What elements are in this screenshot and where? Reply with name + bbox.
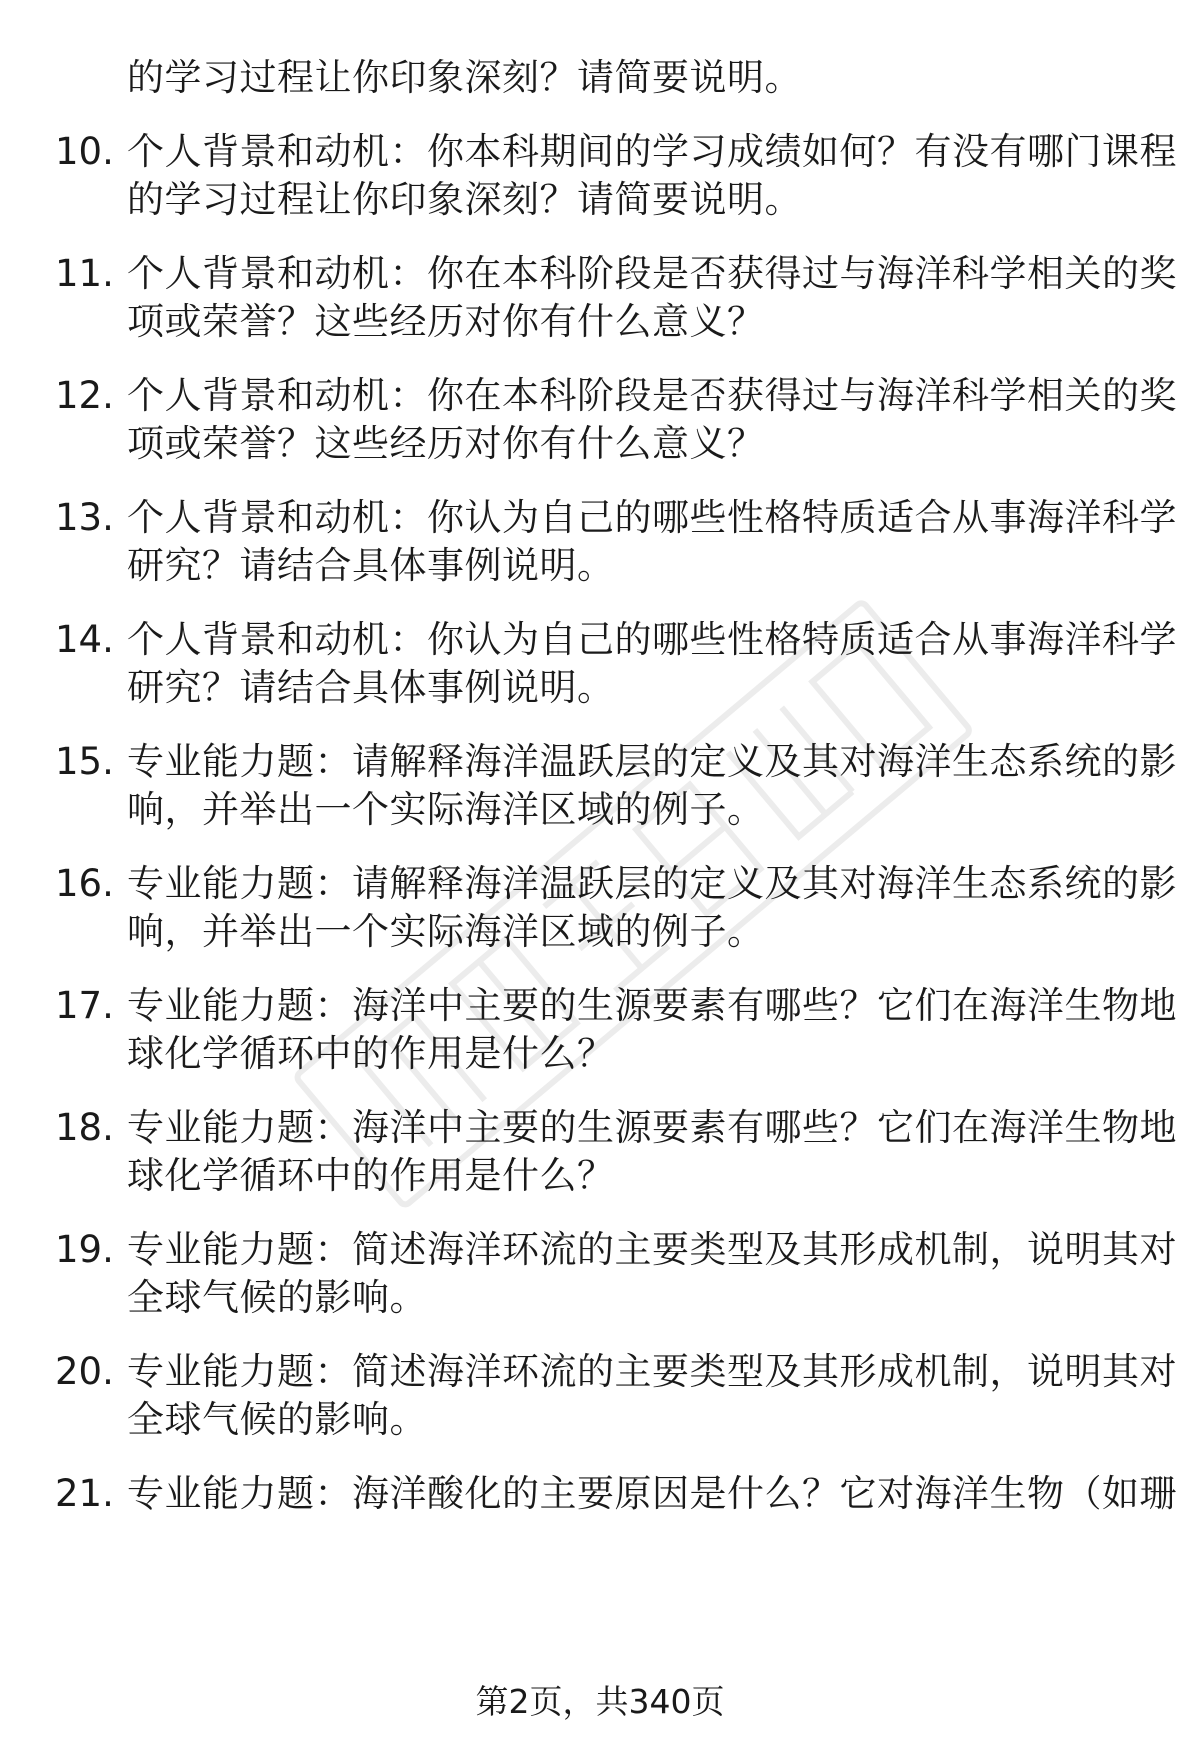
item-text-line2: 响，并举出一个实际海洋区域的例子。 <box>127 788 765 831</box>
item-text-line2: 项或荣誉？这些经历对你有什么意义？ <box>127 300 765 343</box>
item-number: 11. <box>55 252 114 295</box>
item-text-line1: 个人背景和动机：你认为自己的哪些性格特质适合从事海洋科学 <box>127 618 1177 661</box>
item-text-line1: 个人背景和动机：你在本科阶段是否获得过与海洋科学相关的奖 <box>127 374 1177 417</box>
item-text-line2: 项或荣誉？这些经历对你有什么意义？ <box>127 422 765 465</box>
item-text-line1: 专业能力题：海洋中主要的生源要素有哪些？它们在海洋生物地 <box>127 984 1177 1027</box>
item-text-line1: 个人背景和动机：你本科期间的学习成绩如何？有没有哪门课程 <box>127 130 1177 173</box>
page-number-footer: 第2页，共340页 <box>475 1682 725 1721</box>
item-number: 14. <box>55 618 114 661</box>
item-number: 21. <box>55 1472 114 1515</box>
item-text-line1: 个人背景和动机：你认为自己的哪些性格特质适合从事海洋科学 <box>127 496 1177 539</box>
item-number: 13. <box>55 496 114 539</box>
item-number: 16. <box>55 862 114 905</box>
item-text-line2: 球化学循环中的作用是什么？ <box>127 1154 615 1197</box>
item-number: 10. <box>55 130 114 173</box>
item-number: 12. <box>55 374 114 417</box>
item-number: 17. <box>55 984 114 1027</box>
item-text-line2: 全球气候的影响。 <box>127 1276 427 1319</box>
item-text-line2: 研究？请结合具体事例说明。 <box>127 544 615 587</box>
item-text-line2: 的学习过程让你印象深刻？请简要说明。 <box>127 178 802 221</box>
item-text-line1: 专业能力题：海洋酸化的主要原因是什么？它对海洋生物（如珊 <box>127 1472 1177 1515</box>
item-text-line2: 球化学循环中的作用是什么？ <box>127 1032 615 1075</box>
item-text-line2: 研究？请结合具体事例说明。 <box>127 666 615 709</box>
item-number: 15. <box>55 740 114 783</box>
item-text-line1: 专业能力题：海洋中主要的生源要素有哪些？它们在海洋生物地 <box>127 1106 1177 1149</box>
item-number: 19. <box>55 1228 114 1271</box>
item-text-line2: 全球气候的影响。 <box>127 1398 427 1441</box>
item-text-line1: 专业能力题：请解释海洋温跃层的定义及其对海洋生态系统的影 <box>127 862 1177 905</box>
item-text-line2: 响，并举出一个实际海洋区域的例子。 <box>127 910 765 953</box>
item-number: 18. <box>55 1106 114 1149</box>
item-number: 20. <box>55 1350 114 1393</box>
item-text-line1: 个人背景和动机：你在本科阶段是否获得过与海洋科学相关的奖 <box>127 252 1177 295</box>
item-text-line1: 专业能力题：简述海洋环流的主要类型及其形成机制，说明其对 <box>127 1228 1177 1271</box>
item-text-line1: 专业能力题：请解释海洋温跃层的定义及其对海洋生态系统的影 <box>127 740 1177 783</box>
carryover-line: 的学习过程让你印象深刻？请简要说明。 <box>127 56 802 99</box>
item-text-line1: 专业能力题：简述海洋环流的主要类型及其形成机制，说明其对 <box>127 1350 1177 1393</box>
